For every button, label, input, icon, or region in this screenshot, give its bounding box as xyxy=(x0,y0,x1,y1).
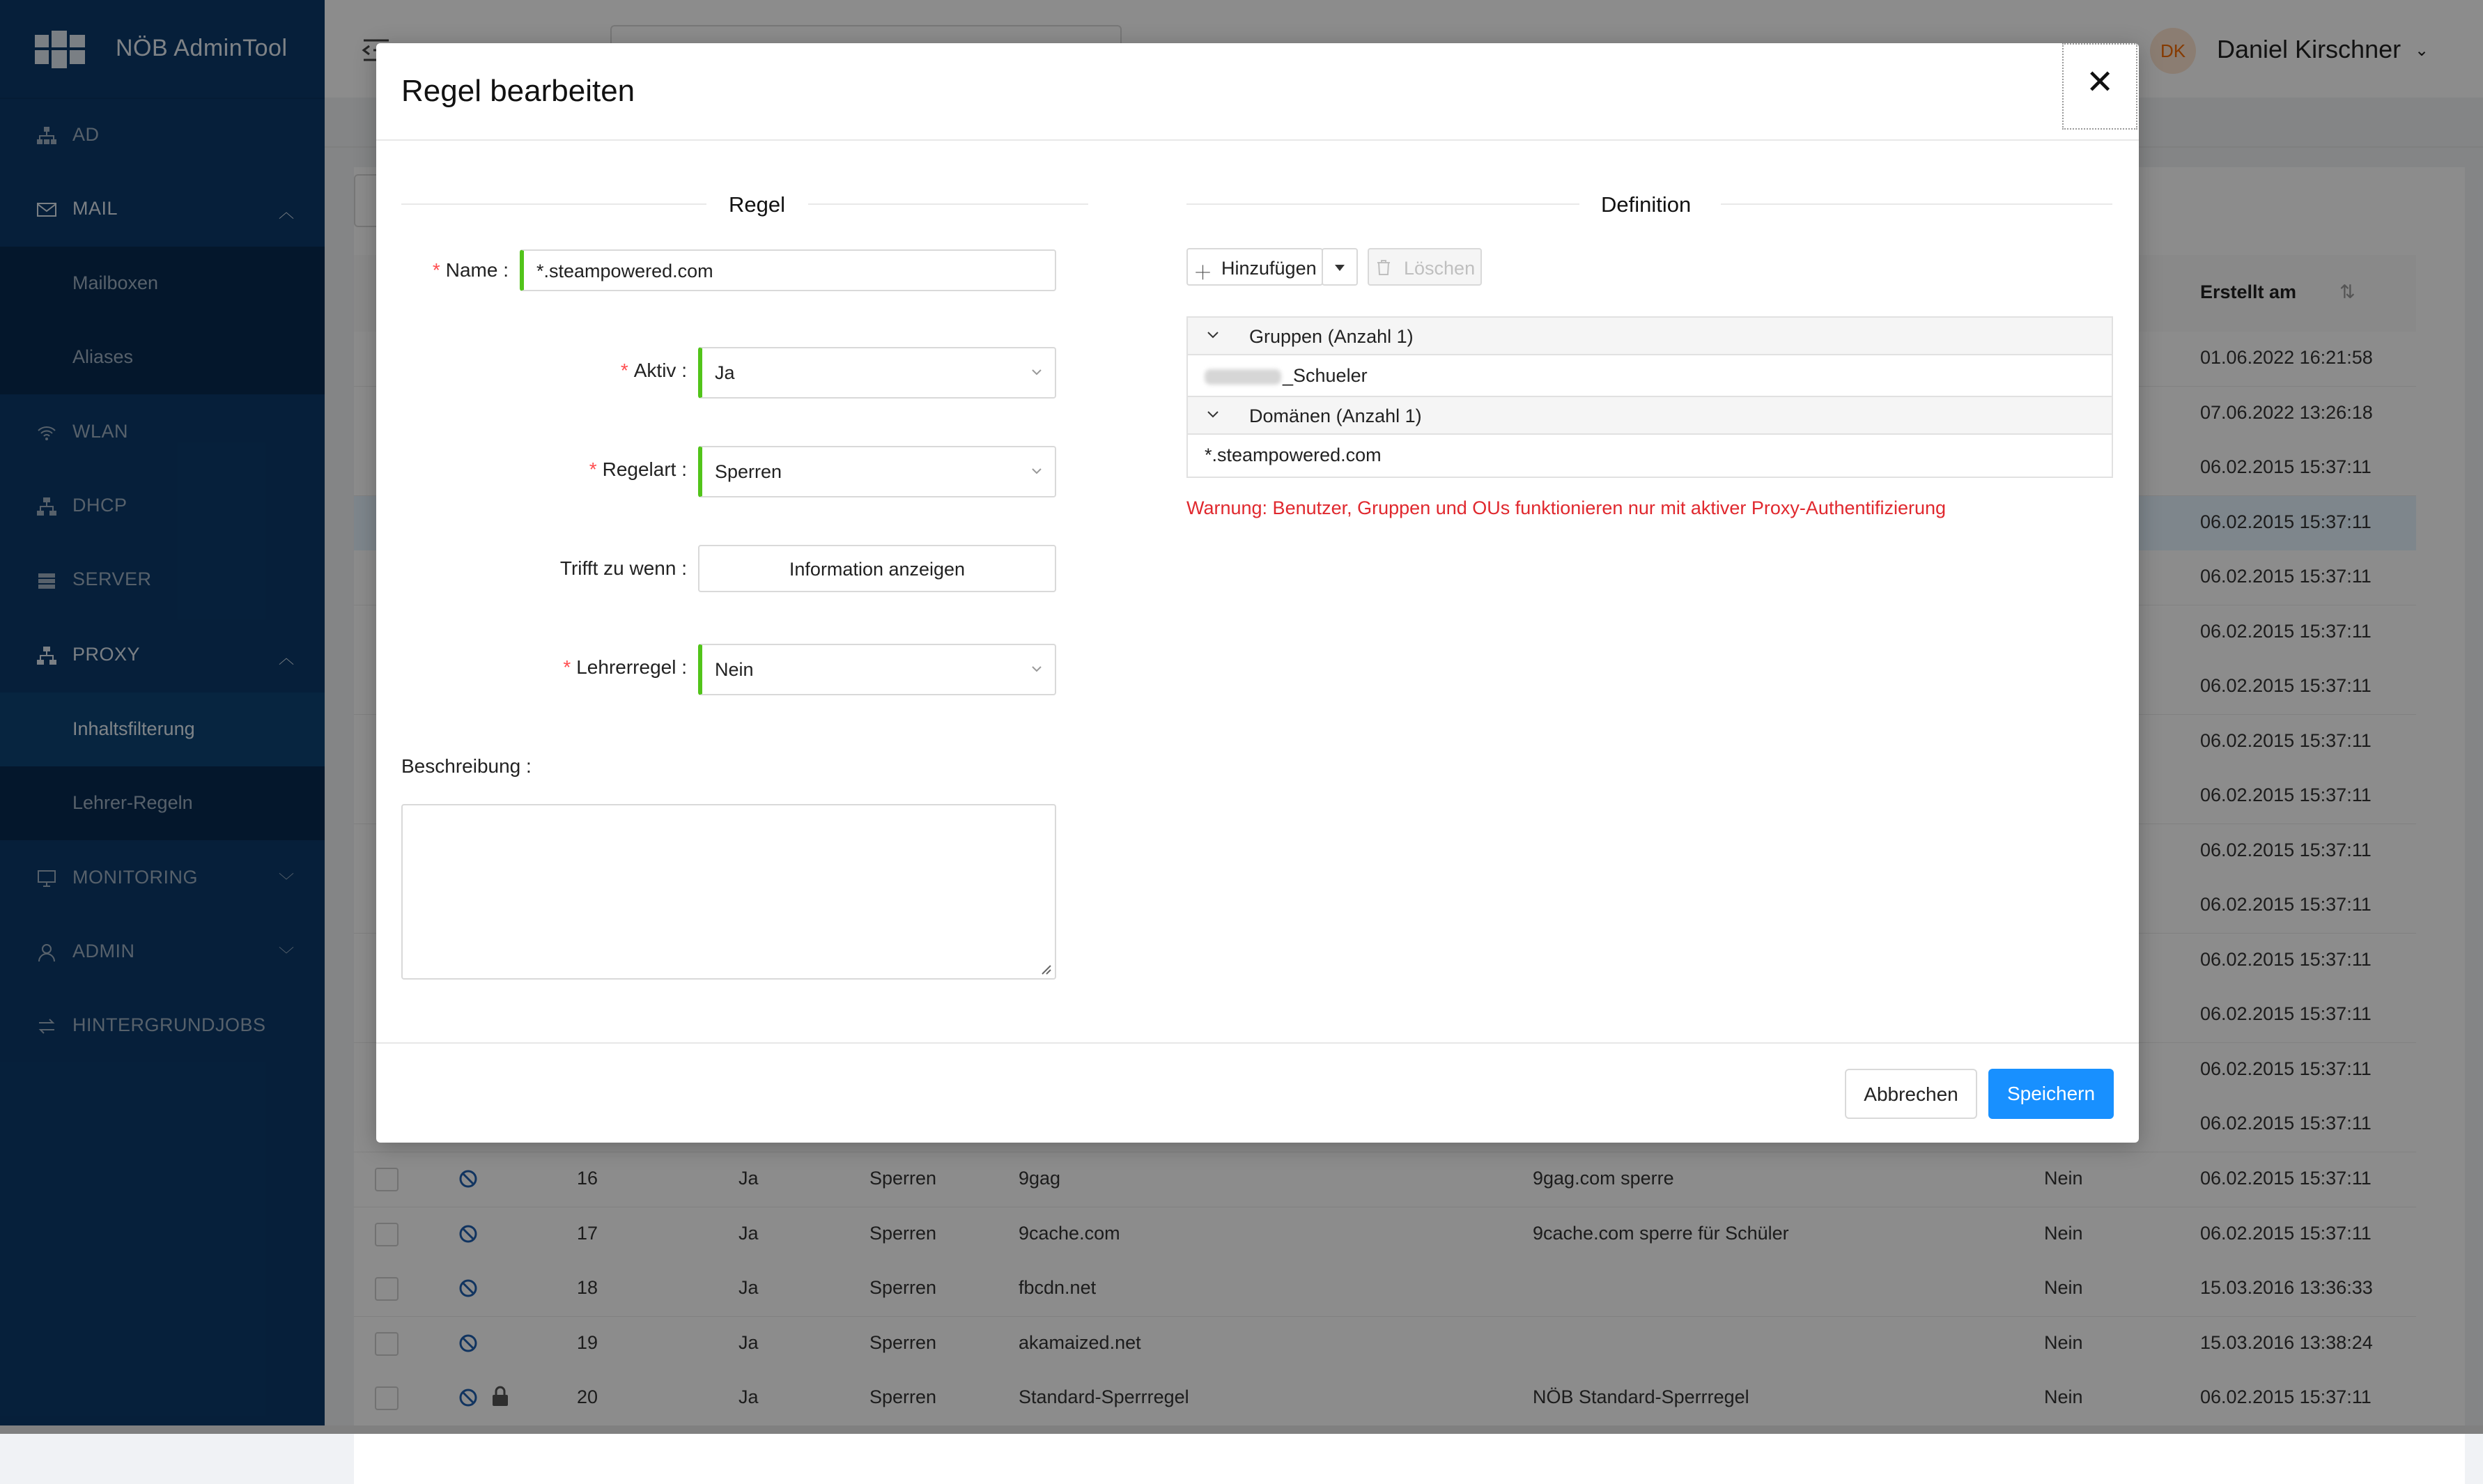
delete-button-label: Löschen xyxy=(1404,258,1476,279)
add-button[interactable] xyxy=(1186,248,1323,286)
chevron-down-icon: ﹀ xyxy=(278,946,294,964)
sidebar-item-label: SERVER xyxy=(72,569,152,589)
created-cell: 06.02.2015 15:37:11 xyxy=(2200,729,2372,751)
created-cell: 06.02.2015 15:37:11 xyxy=(2200,894,2372,915)
created-cell: 06.02.2015 15:37:11 xyxy=(2200,511,2372,532)
name-field[interactable] xyxy=(520,249,1056,291)
trash-icon xyxy=(1376,259,1391,276)
type-cell: Sperren xyxy=(869,1331,937,1353)
created-cell: 06.02.2015 15:37:11 xyxy=(2200,1113,2372,1134)
tree-group-domains[interactable] xyxy=(1188,397,2112,435)
domains-header: Domänen (Anzahl 1) xyxy=(1249,405,1422,426)
domain-item: *.steampowered.com xyxy=(1205,445,1382,465)
id-cell: 17 xyxy=(577,1222,598,1244)
tree-item-domain[interactable] xyxy=(1188,433,2112,475)
type-cell: Sperren xyxy=(869,1222,937,1244)
chevron-down-icon: ﹀ xyxy=(278,872,294,890)
sidebar-item-label: PROXY xyxy=(72,644,141,665)
description-label: Beschreibung : xyxy=(401,755,532,777)
description-cell: 9cache.com sperre für Schüler xyxy=(1533,1222,1789,1244)
active-label: * Aktiv : xyxy=(620,360,687,381)
sort-icon[interactable]: ⇅ xyxy=(2339,281,2356,302)
teacher-cell: Nein xyxy=(2044,1222,2083,1244)
type-cell: Sperren xyxy=(869,1277,937,1298)
id-cell: 16 xyxy=(577,1168,598,1189)
id-cell: 19 xyxy=(577,1331,598,1353)
save-button[interactable] xyxy=(1988,1069,2114,1119)
name-cell: 9gag xyxy=(1019,1168,1061,1189)
active-cell: Ja xyxy=(738,1222,759,1244)
applies-label: Trifft zu wenn : xyxy=(559,557,687,579)
caret-down-icon xyxy=(1333,261,1347,275)
description-textarea[interactable] xyxy=(401,804,1056,980)
definition-tree xyxy=(1186,316,2113,478)
teacher-cell: Nein xyxy=(2044,1277,2083,1298)
teacher-rule-label: * Lehrerregel : xyxy=(563,656,687,678)
ruletype-select[interactable] xyxy=(698,446,1056,497)
group-item: _Schueler xyxy=(1205,365,1368,387)
description-cell: 9gag.com sperre xyxy=(1533,1168,1674,1189)
created-cell: 15.03.2016 13:36:33 xyxy=(2200,1277,2373,1298)
chevron-up-icon: ︿ xyxy=(278,203,294,221)
created-cell: 06.02.2015 15:37:11 xyxy=(2200,1003,2372,1024)
user-name[interactable]: Daniel Kirschner xyxy=(2217,35,2401,63)
edit-rule-dialog xyxy=(376,43,2139,1143)
teacher-cell: Nein xyxy=(2044,1386,2083,1407)
created-cell: 06.02.2015 15:37:11 xyxy=(2200,948,2372,970)
show-information-button[interactable] xyxy=(698,545,1056,592)
created-cell: 06.02.2015 15:37:11 xyxy=(2200,1168,2372,1189)
sidebar-subitem-label: Lehrer-Regeln xyxy=(72,792,193,813)
tree-group-groups[interactable] xyxy=(1188,318,2112,355)
id-cell: 18 xyxy=(577,1277,598,1298)
show-information-label: Information anzeigen xyxy=(789,559,966,580)
chevron-down-icon[interactable] xyxy=(1206,327,1220,341)
created-cell: 06.02.2015 15:37:11 xyxy=(2200,1386,2372,1407)
active-cell: Ja xyxy=(738,1331,759,1353)
sidebar-subitem-label: Inhaltsfilterung xyxy=(72,718,195,739)
add-dropdown-button[interactable] xyxy=(1322,248,1358,286)
section-divider xyxy=(401,203,706,205)
teacher-cell: Nein xyxy=(2044,1168,2083,1189)
warning-text: Warnung: Benutzer, Gruppen und OUs funktionieren nur mit aktiver Proxy-Authentifizierung xyxy=(1186,497,1947,518)
sidebar-subitem-label: Mailboxen xyxy=(72,272,159,293)
created-cell: 06.02.2015 15:37:11 xyxy=(2200,1058,2372,1079)
section-divider xyxy=(808,203,1088,205)
name-label: * Name : xyxy=(432,259,509,281)
active-select[interactable] xyxy=(698,347,1056,399)
active-cell: Ja xyxy=(738,1168,759,1189)
created-cell: 06.02.2015 15:37:11 xyxy=(2200,839,2372,860)
teacher-cell: Nein xyxy=(2044,1331,2083,1353)
active-value: Ja xyxy=(715,362,735,383)
description-cell: NÖB Standard-Sperrregel xyxy=(1533,1386,1749,1407)
chevron-down-icon[interactable] xyxy=(1206,407,1220,421)
sidebar-item-label: AD xyxy=(72,124,100,145)
created-cell: 07.06.2022 13:26:18 xyxy=(2200,401,2373,423)
sidebar-item-label: DHCP xyxy=(72,495,127,516)
section-divider xyxy=(1721,203,2112,205)
created-cell: 06.02.2015 15:37:11 xyxy=(2200,566,2372,587)
tree-item-group[interactable] xyxy=(1188,354,2112,397)
created-cell: 15.03.2016 13:38:24 xyxy=(2200,1331,2373,1353)
avatar[interactable]: DK xyxy=(2150,28,2196,74)
cancel-button[interactable] xyxy=(1845,1069,1977,1119)
add-button-label: Hinzufügen xyxy=(1221,258,1317,279)
sidebar-item-label: HINTERGRUNDJOBS xyxy=(72,1014,266,1035)
section-title-definition: Definition xyxy=(1601,192,1692,217)
name-cell: fbcdn.net xyxy=(1019,1277,1097,1298)
name-value: *.steampowered.com xyxy=(536,261,713,281)
active-cell: Ja xyxy=(738,1386,759,1407)
ruletype-label: * Regelart : xyxy=(589,458,687,480)
created-cell: 06.02.2015 15:37:11 xyxy=(2200,620,2372,642)
active-cell: Ja xyxy=(738,1277,759,1298)
sidebar-item-label: MAIL xyxy=(72,198,118,219)
section-divider xyxy=(1186,203,1579,205)
id-cell: 20 xyxy=(577,1386,598,1407)
dialog-header xyxy=(376,43,2139,141)
footer-divider xyxy=(376,1042,2139,1044)
name-cell: 9cache.com xyxy=(1019,1222,1120,1244)
name-cell: Standard-Sperrregel xyxy=(1019,1386,1189,1407)
name-cell: akamaized.net xyxy=(1019,1331,1141,1353)
app-title: NÖB AdminTool xyxy=(116,35,288,61)
delete-button[interactable] xyxy=(1368,248,1482,286)
chevron-down-icon xyxy=(1031,366,1042,378)
created-cell: 06.02.2015 15:37:11 xyxy=(2200,675,2372,696)
teacher-rule-select[interactable] xyxy=(698,644,1056,695)
redacted-text xyxy=(1205,369,1281,385)
chevron-down-icon xyxy=(1031,663,1042,674)
dialog-title: Regel bearbeiten xyxy=(401,74,635,108)
teacher-rule-value: Nein xyxy=(715,659,754,680)
sidebar-item-label: MONITORING xyxy=(72,867,198,888)
chevron-up-icon: ︿ xyxy=(278,649,294,667)
close-icon: ✕ xyxy=(2086,64,2114,101)
sidebar-item-label: ADMIN xyxy=(72,941,135,961)
plus-icon: ＋ xyxy=(1193,263,1212,284)
created-cell: 06.02.2015 15:37:11 xyxy=(2200,456,2372,477)
save-button-label: Speichern xyxy=(2006,1083,2096,1104)
type-cell: Sperren xyxy=(869,1168,937,1189)
sidebar-item-label: WLAN xyxy=(72,421,129,442)
type-cell: Sperren xyxy=(869,1386,937,1407)
chevron-down-icon[interactable]: ⌄ xyxy=(2415,41,2429,60)
created-cell: 06.02.2015 15:37:11 xyxy=(2200,1222,2372,1244)
created-cell: 06.02.2015 15:37:11 xyxy=(2200,784,2372,805)
ruletype-value: Sperren xyxy=(715,461,782,482)
close-button[interactable] xyxy=(2062,43,2137,130)
chevron-down-icon xyxy=(1031,465,1042,477)
cancel-button-label: Abbrechen xyxy=(1864,1083,1958,1105)
column-header-created[interactable]: Erstellt am xyxy=(2200,281,2297,302)
section-title-rule: Regel xyxy=(729,192,785,217)
resize-handle-icon[interactable] xyxy=(1038,961,1052,975)
sidebar-subitem-label: Aliases xyxy=(72,346,134,367)
created-cell: 01.06.2022 16:21:58 xyxy=(2200,347,2373,368)
groups-header: Gruppen (Anzahl 1) xyxy=(1249,326,1414,347)
